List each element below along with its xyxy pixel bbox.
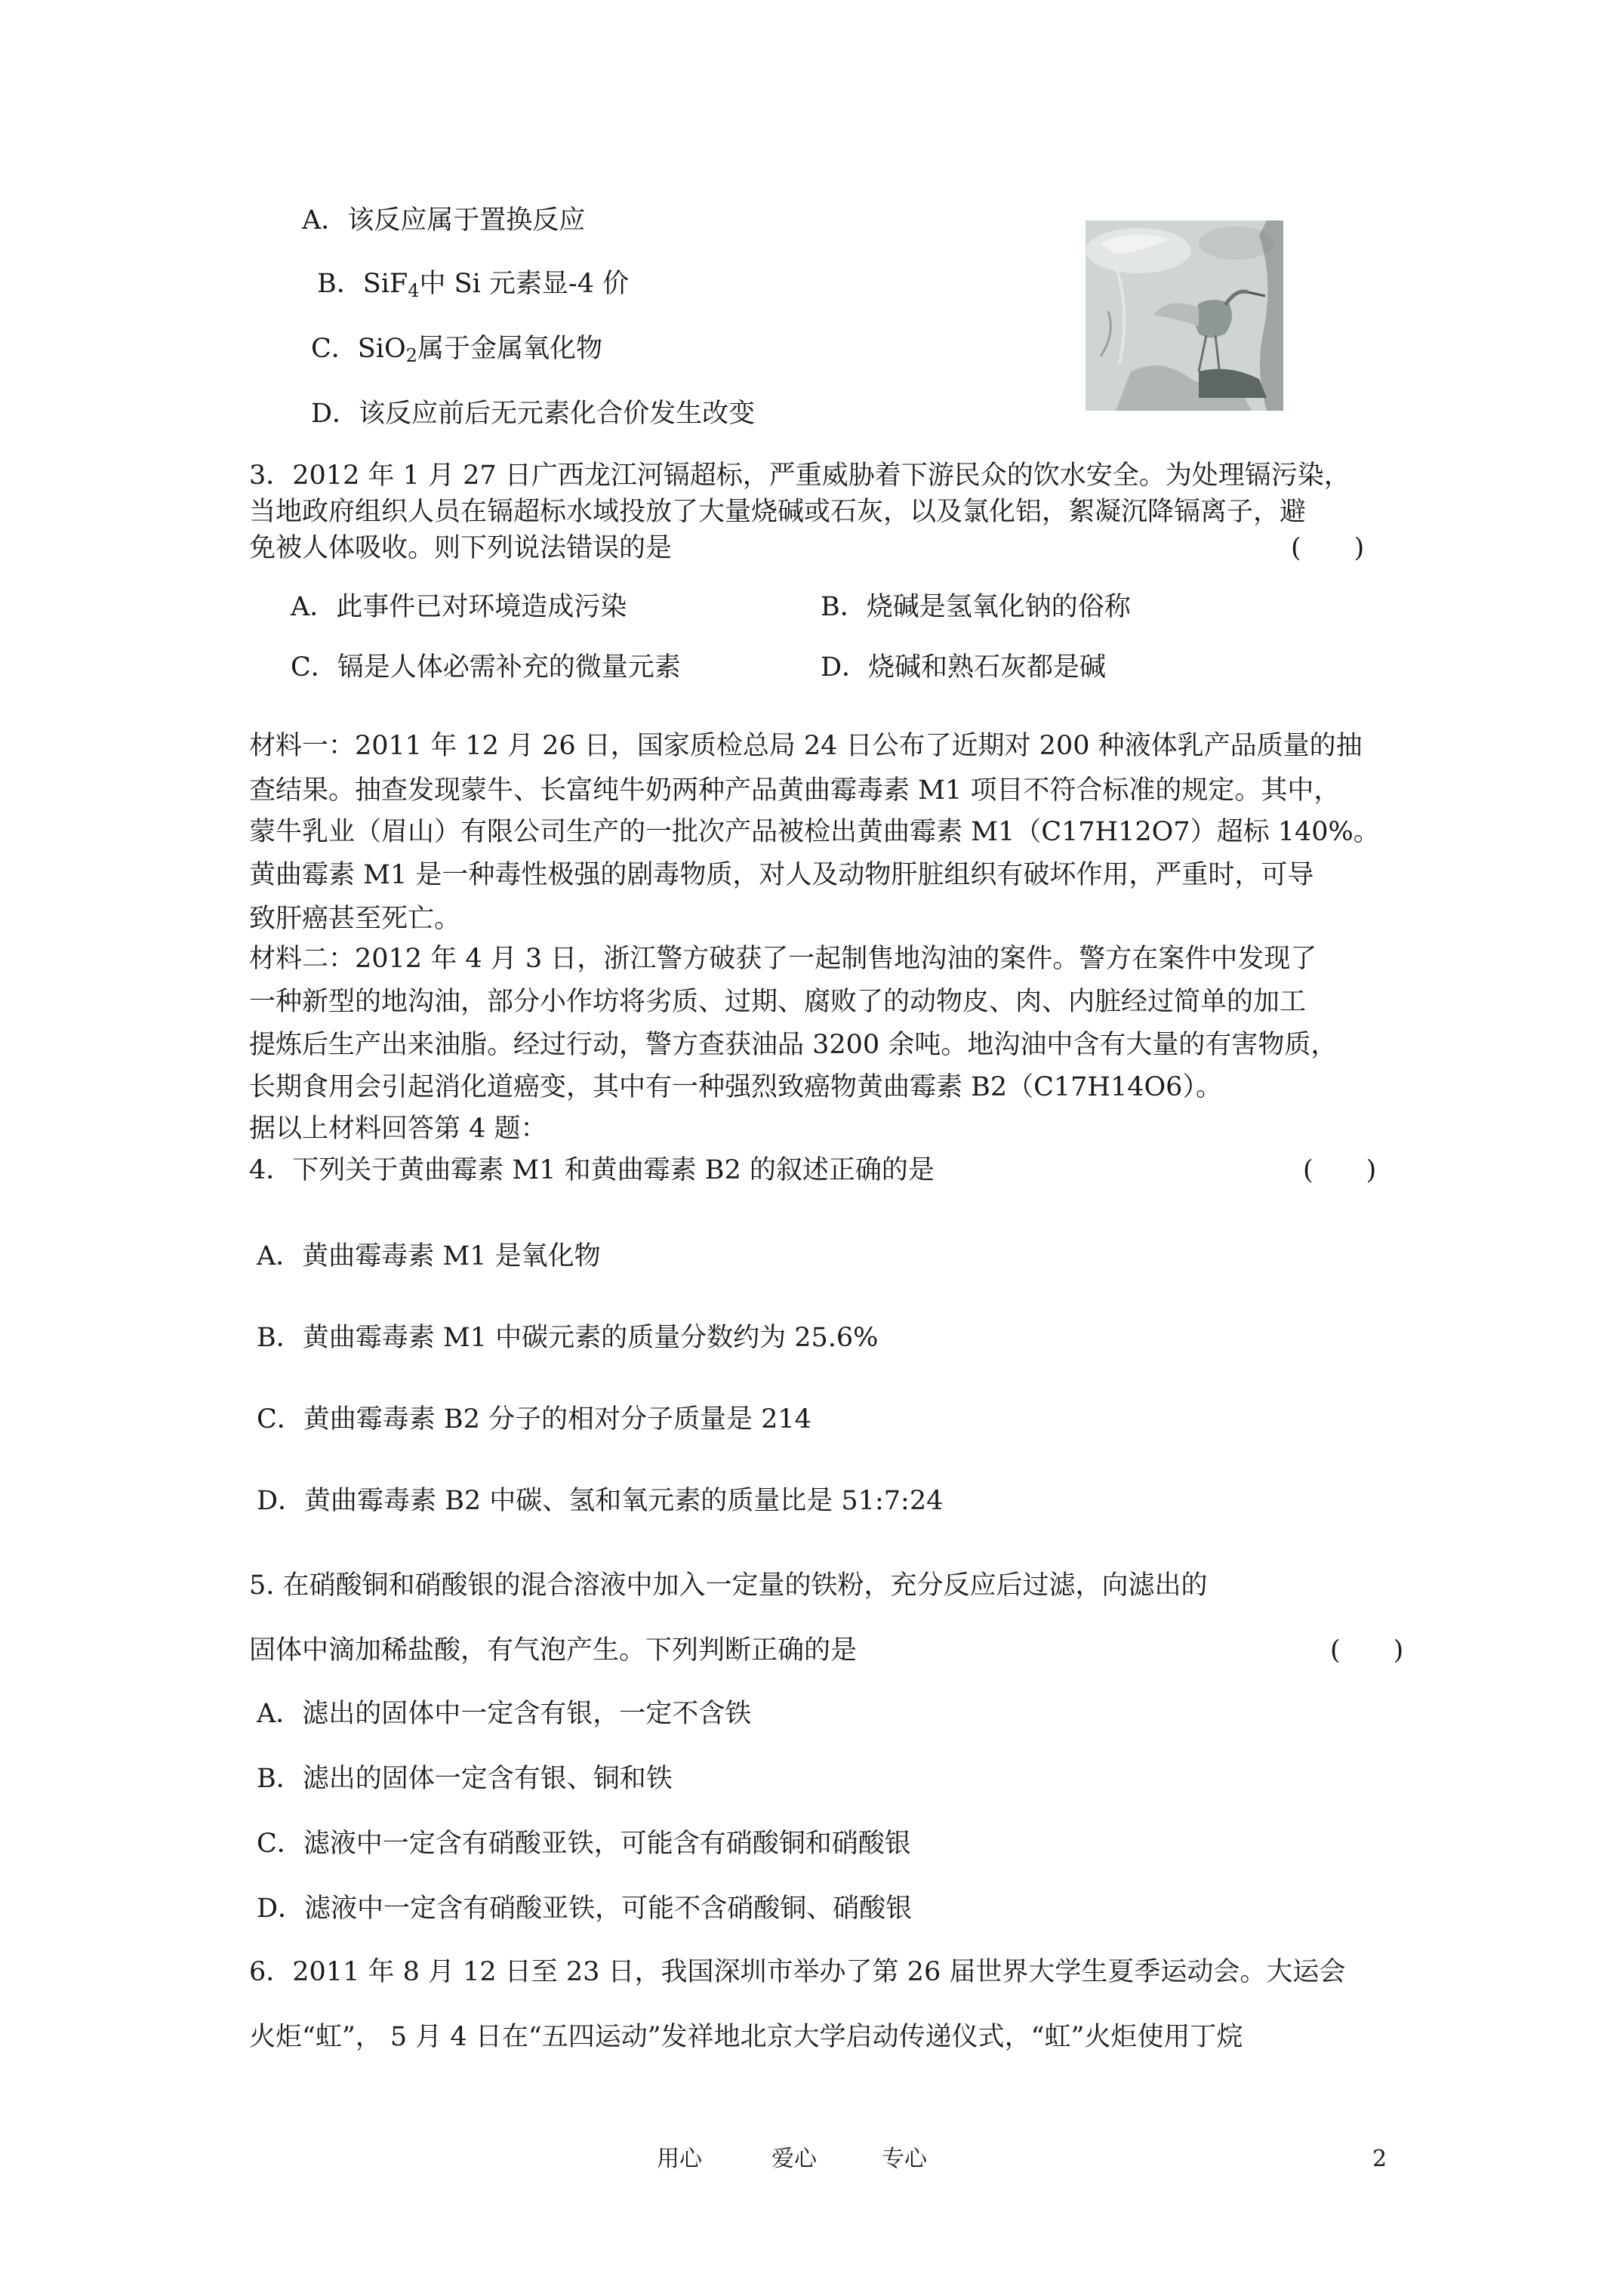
material2-line3: 提炼后生产出来油脂。经过行动，警方查获油品 3200 余吨。地沟油中含有大量的有害物质， — [249, 1030, 1338, 1060]
q4-option-d: D．黄曲霉毒素 B2 中碳、氢和氧元素的质量比是 51:7:24 — [257, 1486, 944, 1516]
q2-option-d: D．该反应前后无元素化合价发生改变 — [311, 399, 756, 429]
material1-line1: 材料一：2011 年 12 月 26 日，国家质检总局 24 日公布了近期对 200 种液体乳产品质量的抽 — [249, 731, 1363, 761]
q3-option-b: B．烧碱是氢氧化钠的俗称 — [821, 592, 1131, 622]
subscript: 4 — [408, 280, 420, 301]
q2-option-c — [311, 332, 602, 372]
q3-option-c: C．镉是人体必需补充的微量元素 — [291, 652, 681, 683]
q5-option-a: A．滤出的固体中一定含有银，一定不含铁 — [257, 1699, 752, 1729]
material2-line5: 据以上材料回答第 4 题： — [249, 1114, 547, 1144]
material2-line1: 材料二：2012 年 4 月 3 日，浙江警方破获了一起制售地沟油的案件。警方在案件中发现了 — [249, 944, 1317, 974]
material1-line3: 蒙牛乳业（眉山）有限公司生产的一批次产品被检出黄曲霉素 M1（C17H12O7）超标 140%。 — [249, 817, 1380, 847]
q5-answer-parentheses: ( ) — [1330, 1635, 1404, 1666]
footer-word-2: 爱心 — [771, 2146, 817, 2172]
q3-answer-parentheses: ( ) — [1291, 533, 1365, 563]
q4-option-b: B．黄曲霉毒素 M1 中碳元素的质量分数约为 25.6% — [257, 1323, 879, 1353]
q2-option-c-text: C．SiO — [311, 334, 406, 364]
q3-stem-line1: 3．2012 年 1 月 27 日广西龙江河镉超标，严重威胁着下游民众的饮水安全。为处理镉污染， — [249, 461, 1350, 491]
glass-crane-photo — [1086, 220, 1283, 411]
footer-word-3: 专心 — [882, 2146, 927, 2172]
q4-option-c: C．黄曲霉毒素 B2 分子的相对分子质量是 214 — [257, 1404, 812, 1435]
page-number: 2 — [1372, 2146, 1387, 2172]
q5-stem-line2: 固体中滴加稀盐酸，有气泡产生。下列判断正确的是 — [249, 1635, 858, 1666]
q3-option-a: A．此事件已对环境造成污染 — [291, 592, 627, 622]
q4-stem: 4．下列关于黄曲霉素 M1 和黄曲霉素 B2 的叙述正确的是 — [249, 1155, 935, 1185]
q2-option-c-text-rest: 属于金属氧化物 — [417, 334, 602, 364]
subscript: 2 — [405, 345, 417, 366]
q6-stem-line1: 6．2011 年 8 月 12 日至 23 日，我国深圳市举办了第 26 届世界大学生夏季运动会。大运会 — [249, 1957, 1346, 1987]
material1-line4: 黄曲霉素 M1 是一种毒性极强的剧毒物质，对人及动物肝脏组织有破坏作用，严重时，可导 — [249, 860, 1314, 890]
q3-option-d: D．烧碱和熟石灰都是碱 — [821, 652, 1107, 683]
q5-option-c: C．滤液中一定含有硝酸亚铁，可能含有硝酸铜和硝酸银 — [257, 1829, 911, 1859]
q5-option-b: B．滤出的固体一定含有银、铜和铁 — [257, 1764, 673, 1794]
q3-stem-line2: 当地政府组织人员在镉超标水域投放了大量烧碱或石灰，以及氯化铝，絮凝沉降镉离子，避 — [249, 497, 1307, 527]
q2-option-b — [317, 267, 629, 307]
q4-answer-parentheses: ( ) — [1303, 1155, 1377, 1185]
q2-option-b-text: B．SiF — [317, 269, 408, 299]
material2-line4: 长期食用会引起消化道癌变，其中有一种强烈致癌物黄曲霉素 B2（C17H14O6）。 — [249, 1072, 1222, 1102]
q2-option-b-text-rest: 中 Si 元素显-4 价 — [419, 269, 630, 299]
q2-option-a: A．该反应属于置换反应 — [302, 205, 586, 236]
footer-word-1: 用心 — [657, 2146, 702, 2172]
q5-option-d: D．滤液中一定含有硝酸亚铁，可能不含硝酸铜、硝酸银 — [257, 1894, 913, 1924]
material2-line2: 一种新型的地沟油，部分小作坊将劣质、过期、腐败了的动物皮、肉、内脏经过简单的加工 — [249, 987, 1307, 1017]
q3-stem-line3: 免被人体吸收。则下列说法错误的是 — [249, 533, 673, 563]
crane-illustration-icon — [1086, 220, 1283, 411]
material1-line5: 致肝癌甚至死亡。 — [249, 904, 461, 934]
q6-stem-line2: 火炬“虹”， 5 月 4 日在“五四运动”发祥地北京大学启动传递仪式，“虹”火炬使用丁烷 — [249, 2022, 1243, 2052]
material1-line2: 查结果。抽查发现蒙牛、长富纯牛奶两种产品黄曲霉毒素 M1 项目不符合标准的规定。其中， — [249, 775, 1341, 806]
q5-stem-line1: 5. 在硝酸铜和硝酸银的混合溶液中加入一定量的铁粉，充分反应后过滤，向滤出的 — [249, 1570, 1208, 1601]
q4-option-a: A．黄曲霉毒素 M1 是氧化物 — [257, 1241, 601, 1271]
